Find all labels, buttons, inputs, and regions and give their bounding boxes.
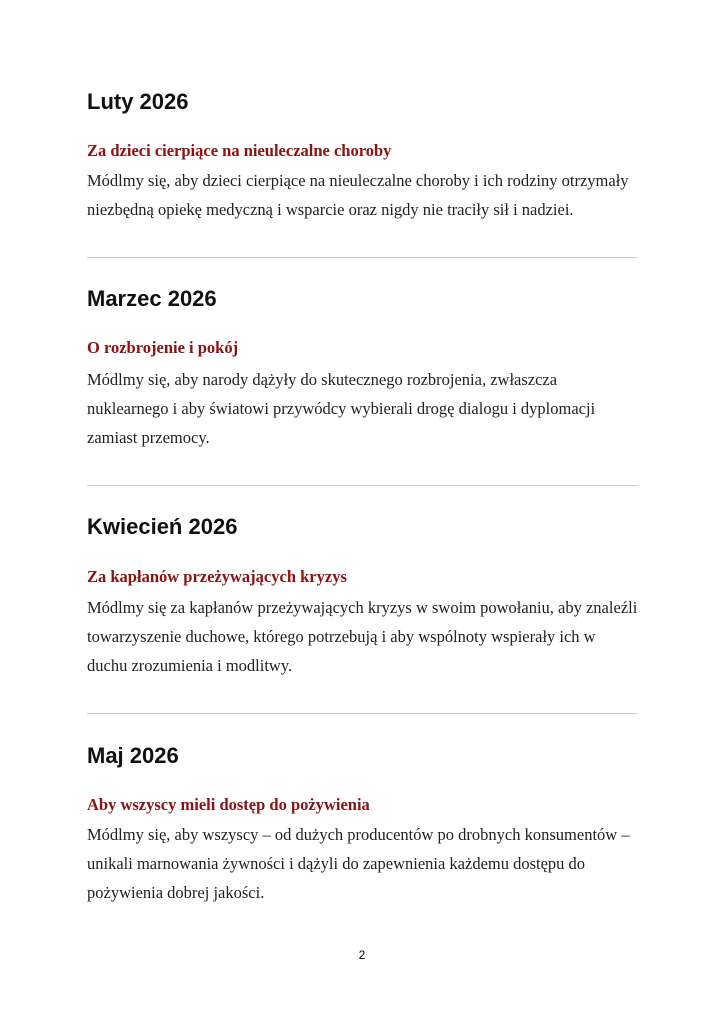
section-divider [87, 485, 638, 486]
month-section-maj [87, 743, 638, 902]
month-heading: Marzec 2026 [87, 286, 217, 311]
month-heading: Luty 2026 [87, 89, 189, 114]
intention-text: Módlmy się, aby wszyscy – od dużych producentów po drobnych konsumentów – unikali marnowania żywności i dążyli do zapewnienia każdemu dostępu do pożywienia dobrej jakości. [87, 825, 630, 902]
intention-text: Módlmy się, aby narody dążyły do skutecznego rozbrojenia, zwłaszcza nuklearnego i aby światowi przywódcy wybierali drogę dialogu i dyplomacji zamiast przemocy. [87, 370, 596, 447]
intention-text: Módlmy się, aby dzieci cierpiące na nieuleczalne choroby i ich rodziny otrzymały niezbędną opiekę medyczną i wsparcie oraz nigdy nie traciły sił i nadziei. [87, 171, 629, 219]
month-section-marzec [87, 286, 638, 447]
intention-title: Za kapłanów przeżywających kryzys [87, 567, 347, 586]
intention-title: O rozbrojenie i pokój [87, 338, 239, 357]
month-section-luty [87, 89, 638, 219]
section-divider [87, 713, 638, 714]
section-divider [87, 257, 638, 258]
month-heading: Maj 2026 [87, 743, 179, 768]
intention-title: Aby wszyscy mieli dostęp do pożywienia [87, 795, 370, 814]
intention-title: Za dzieci cierpiące na nieuleczalne choroby [87, 141, 392, 160]
month-section-kwiecien [87, 514, 638, 675]
page-number: 2 [358, 948, 366, 962]
month-heading: Kwiecień 2026 [87, 514, 238, 539]
intention-text: Módlmy się za kapłanów przeżywających kryzys w swoim powołaniu, aby znaleźli towarzyszenie duchowe, którego potrzebują i aby wspólnoty wspierały ich w duchu zrozumienia i modlitwy. [87, 598, 638, 675]
